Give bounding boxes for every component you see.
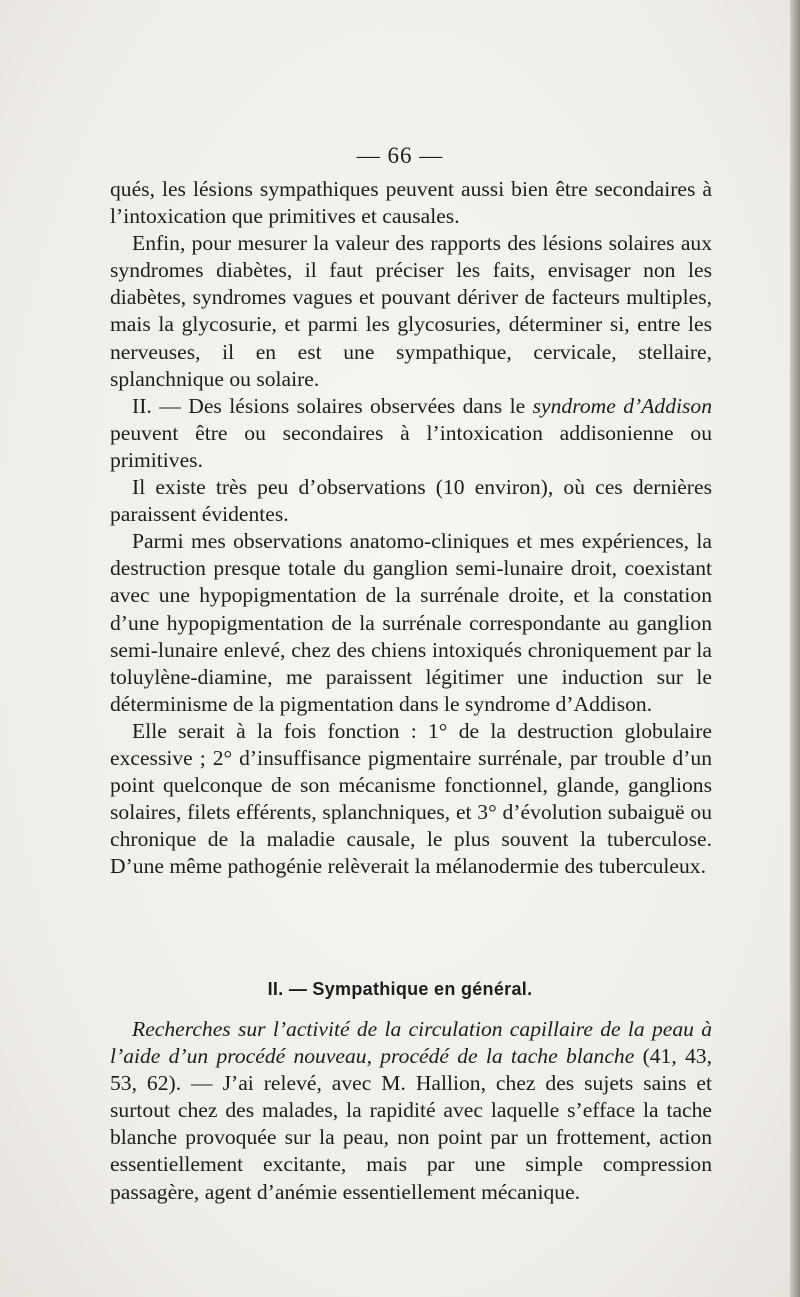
paragraph-recherches-body: (41, 43, 53, 62). — J’ai relevé, avec M. Hallion, chez des sujets sains et surtout chez des malades, la rapidité avec laquelle s’efface la tache blanche provoquée sur la peau, non point par un frottement, action essentiellement excitante, mais par une simple compression passagère, agent d’anémie essentiellement mécanique. [110, 1044, 712, 1204]
section-text [110, 1016, 712, 1206]
paragraph-recherches [110, 1016, 712, 1206]
paragraph-fonction: Elle serait à la fois fonction : 1° de la destruction globulaire excessive ; 2° d’insuffisance pigmentaire surrénale, par trouble d’un point quelconque de son mécanisme fonctionnel, glande, ganglions solaires, filets efférents, splanchniques, et 3° d’évolution subaiguë ou chronique de la maladie causale, le plus souvent la tuberculose. D’une même pathogénie relèverait la mélanodermie des tuberculeux. [110, 718, 712, 879]
recherches-title-italic: Recherches sur l’activité de la circulation capillaire de la peau à l’aide d’un procédé nouveau, procédé de la tache blanche [110, 1017, 712, 1069]
paragraph-enfin: Enfin, pour mesurer la valeur des rapports des lésions solaires aux syndromes diabètes, il faut préciser les faits, envisager non les diabètes, syndromes vagues et pouvant dériver de facteurs multiples, mais la glycosurie, et parmi les glycosuries, déterminer si, entre les nerveuses, il en est une sympathique, cervicale, stellaire, splanchnique ou solaire. [110, 231, 712, 391]
main-text [110, 176, 712, 880]
page-number: — 66 — [356, 143, 444, 168]
syndrome-addison-italic: syndrome d’Addison [532, 393, 712, 418]
paragraph-addison-end: peuvent être ou secondaires à l’intoxication addisonienne ou primitives. [110, 420, 712, 472]
paragraph-addison [110, 393, 712, 474]
paragraph-experiences: Parmi mes observations anatomo-cliniques et mes expériences, la destruction presque totale du ganglion semi-lunaire droit, coexistant avec une hypopigmentation de la surrénale droite, et la constation d’une hypopigmentation de la surrénale correspondante au ganglion semi-lunaire enlevé, chez des chiens intoxiqués chroniquement par la toluylène-diamine, me paraissent légitimer une induction sur le déterminisme de la pigmentation dans le syndrome d’Addison. [110, 529, 712, 716]
paragraph-observations: Il existe très peu d’observations (10 environ), où ces dernières paraissent évidentes. [110, 475, 712, 527]
section-heading: II. — Sympathique en général. [267, 979, 533, 999]
paragraph-continuation: qués, les lésions sympathiques peuvent aussi bien être secondaires à l’intoxication que primitives et causales. [110, 177, 712, 229]
page-edge-shadow [790, 0, 800, 1297]
paragraph-addison-start: II. — Des lésions solaires observées dans le [132, 393, 533, 418]
